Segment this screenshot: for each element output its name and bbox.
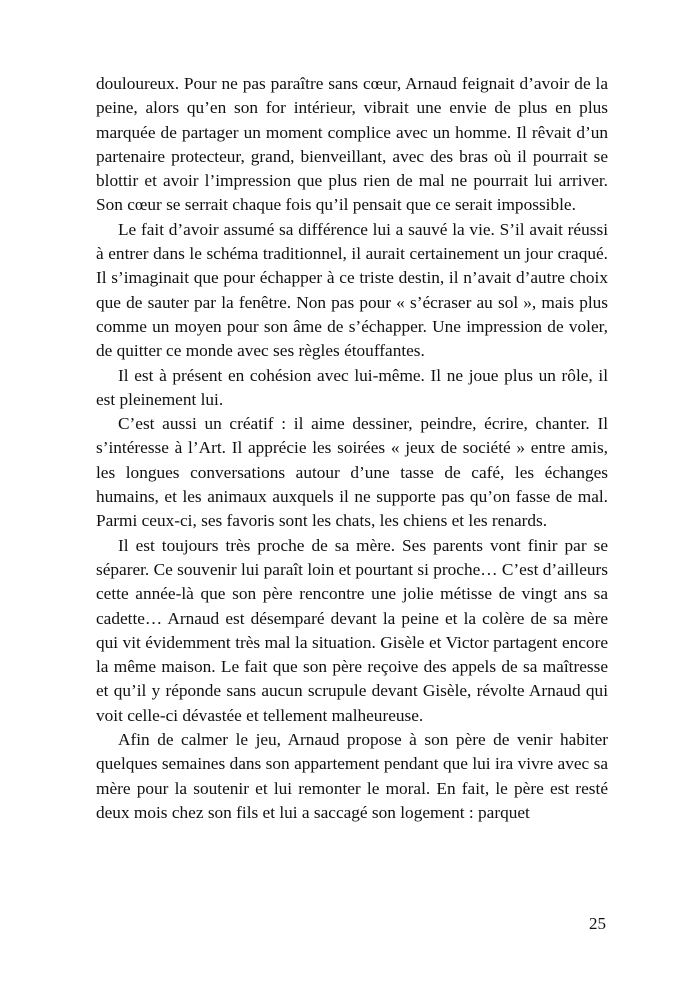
page-number: 25 [589,914,606,933]
paragraph-2: Le fait d’avoir assumé sa différence lui a sauvé la vie. S’il avait réussi à entrer dans le schéma traditionnel, il aurait certainement un jour craqué. Il s’imaginait que pour échapper à ce triste destin, il n’avait d’autre choix que de sauter par la fenêtre. Non pas pour « s’écraser au sol », mais plus comme un moyen pour son âme de s’échapper. Une impression de voler, de quitter ce monde avec ses règles étouffantes. [96,219,608,361]
paragraph-5: Il est toujours très proche de sa mère. Ses parents vont finir par se séparer. Ce souvenir lui paraît loin et pourtant si proche… C’est d’ailleurs cette année-là que son père rencontre une jolie métisse de vingt ans sa cadette… Arnaud est désemparé devant la peine et la colère de sa mère qui vit évidemment très mal la situation. Gisèle et Victor partagent encore la même maison. Le fait que son père reçoive des appels de sa maîtresse et qu’il y réponde sans aucun scrupule devant Gisèle, révolte Arnaud qui voit celle-ci dévastée et tellement malheureuse. [96,535,608,725]
page-body [96,72,608,825]
paragraph-3: Il est à présent en cohésion avec lui-même. Il ne joue plus un rôle, il est pleinement lui. [96,365,608,409]
paragraph-4: C’est aussi un créatif : il aime dessiner, peindre, écrire, chanter. Il s’intéresse à l’Art. Il apprécie les soirées « jeux de société » entre amis, les longues conversations autour d’une tasse de café, les échanges humains, et les animaux auxquels il ne supporte pas qu’on fasse de mal. Parmi ceux-ci, ses favoris sont les chats, les chiens et les renards. [96,414,608,531]
paragraph-1: douloureux. Pour ne pas paraître sans cœur, Arnaud feignait d’avoir de la peine, alors qu’en son for intérieur, vibrait une envie de plus en plus marquée de partager un moment complice avec un homme. Il rêvait d’un partenaire protecteur, grand, bienveillant, avec des bras où il pourrait se blottir et avoir l’impression que plus rien de mal ne pourrait lui arriver. Son cœur se serrait chaque fois qu’il pensait que ce serait impossible. [96,74,608,215]
paragraph-6: Afin de calmer le jeu, Arnaud propose à son père de venir habiter quelques semaines dans son appartement pendant que lui ira vivre avec sa mère pour la soutenir et lui remonter le moral. En fait, le père est resté deux mois chez son fils et lui a saccagé son logement : parquet [96,730,608,822]
